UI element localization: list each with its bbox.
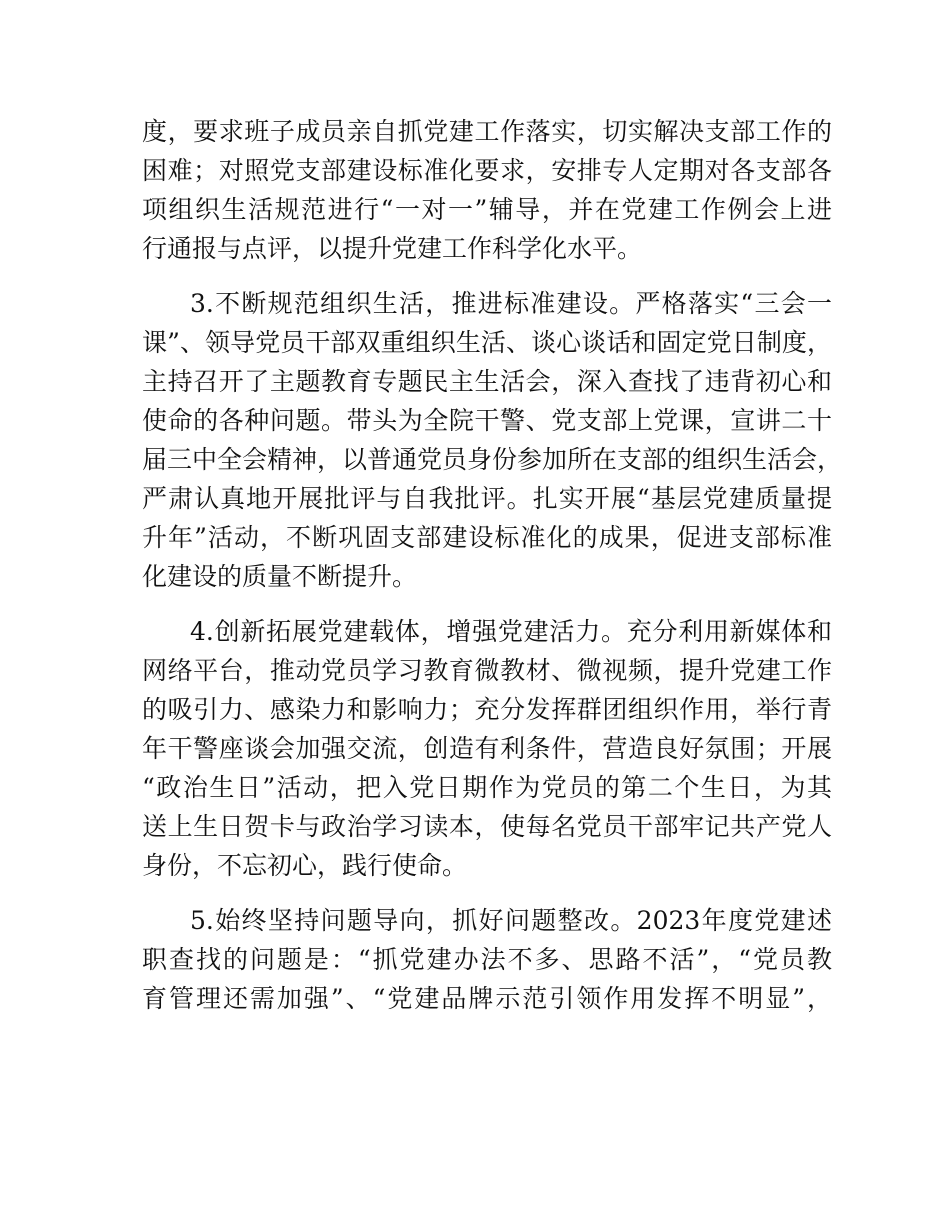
text-line: 5.始终坚持问题导向，抓好问题整改。2023年度党建述: [190, 906, 832, 935]
text-line: 网络平台，推动党员学习教育微教材、微视频，提升党建工作: [142, 656, 832, 685]
paragraph-item-4: [142, 612, 832, 885]
text-line: 项组织生活规范进行“一对一”辅导，并在党建工作例会上进: [142, 195, 832, 224]
text-line: 化建设的质量不断提升。: [142, 562, 418, 591]
paragraph-item-3: [142, 284, 843, 596]
text-line: 主持召开了主题教育专题民主生活会，深入查找了违背初心和: [142, 367, 832, 396]
text-line: 职查找的问题是：“抓党建办法不多、思路不活”，“党员教: [142, 945, 832, 974]
text-line: 使命的各种问题。带头为全院干警、党支部上党课，宣讲二十: [142, 406, 832, 435]
paragraph-continuation: [142, 112, 832, 268]
text-line: 育管理还需加强”、“党建品牌示范引领作用发挥不明显”，: [142, 984, 832, 1013]
text-line: 度，要求班子成员亲自抓党建工作落实，切实解决支部工作的: [142, 117, 832, 146]
text-line: 升年”活动，不断巩固支部建设标准化的成果，促进支部标准: [142, 523, 832, 552]
text-line: 严肃认真地开展批评与自我批评。扎实开展“基层党建质量提: [142, 484, 832, 513]
document-body: [142, 112, 843, 1034]
text-line: 身份，不忘初心，践行使命。: [142, 851, 468, 880]
text-line: 届三中全会精神，以普通党员身份参加所在支部的组织生活会，: [142, 445, 843, 474]
text-line: 困难；对照党支部建设标准化要求，安排专人定期对各支部各: [142, 156, 832, 185]
paragraph-item-5: [142, 901, 832, 1018]
text-line: 4.创新拓展党建载体，增强党建活力。充分利用新媒体和: [190, 617, 832, 646]
text-line: 的吸引力、感染力和影响力；充分发挥群团组织作用，举行青: [142, 695, 832, 724]
text-line: 年干警座谈会加强交流，创造有利条件，营造良好氛围；开展: [142, 734, 832, 763]
text-line: 行通报与点评，以提升党建工作科学化水平。: [142, 234, 643, 263]
text-line: “政治生日”活动，把入党日期作为党员的第二个生日，为其: [142, 773, 832, 802]
text-line: 课”、领导党员干部双重组织生活、谈心谈话和固定党日制度，: [142, 328, 832, 357]
text-line: 3.不断规范组织生活，推进标准建设。严格落实“三会一: [190, 289, 832, 318]
text-line: 送上生日贺卡与政治学习读本，使每名党员干部牢记共产党人: [142, 812, 832, 841]
